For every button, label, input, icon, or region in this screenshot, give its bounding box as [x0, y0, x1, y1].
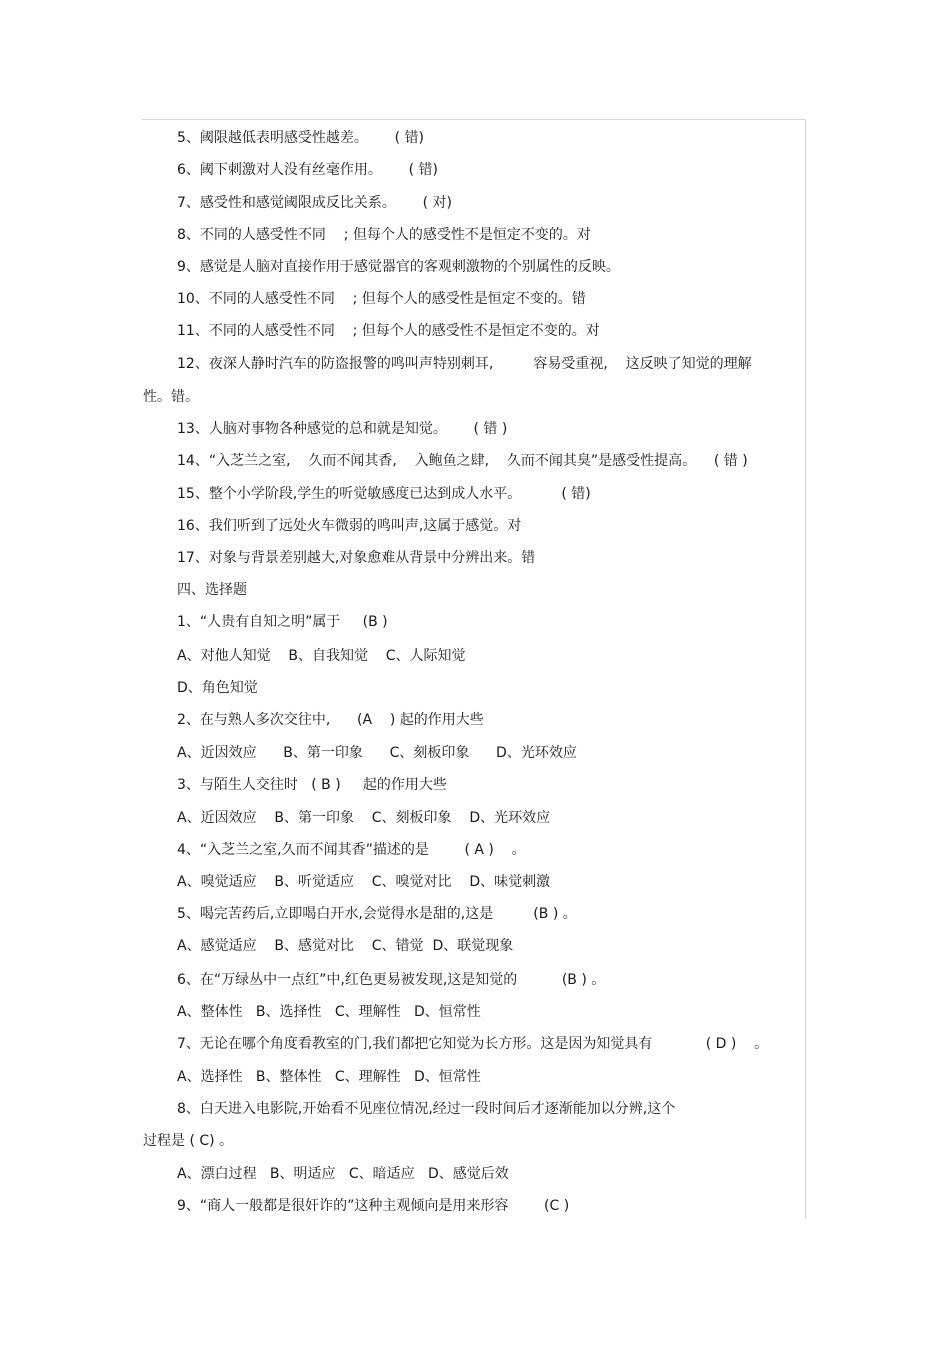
mc-options-1b: D、角色知觉 [177, 680, 258, 696]
mc-options-6: A、整体性 B、选择性 C、理解性 D、恒常性 [177, 1004, 481, 1020]
tf-item-9: 9、感觉是人脑对直接作用于感觉器官的客观刺激物的个别属性的反映。 [177, 259, 620, 275]
tf-item-16: 16、我们听到了远处火车微弱的鸣叫声,这属于感觉。对 [177, 518, 522, 534]
mc-options-1a: A、对他人知觉 B、自我知觉 C、人际知觉 [177, 648, 466, 664]
mc-options-8: A、漂白过程 B、明适应 C、暗适应 D、感觉后效 [177, 1166, 509, 1182]
mc-options-5: A、感觉适应 B、感觉对比 C、错觉 D、联觉现象 [177, 938, 514, 954]
tf-item-7: 7、感受性和感觉阈限成反比关系。 ( 对) [177, 195, 452, 211]
tf-item-10: 10、不同的人感受性不同 ; 但每个人的感受性是恒定不变的。错 [177, 291, 586, 307]
tf-item-12: 12、夜深人静时汽车的防盗报警的鸣叫声特别刺耳, 容易受重视, 这反映了知觉的理解 [177, 356, 752, 372]
tf-item-5: 5、阈限越低表明感受性越差。 ( 错) [177, 130, 424, 146]
tf-item-17: 17、对象与背景差别越大,对象愈难从背景中分辨出来。错 [177, 550, 536, 566]
tf-item-12-cont: 性。错。 [143, 389, 199, 405]
mc-question-2: 2、在与熟人多次交往中, (A ) 起的作用大些 [177, 712, 484, 728]
tf-item-11: 11、不同的人感受性不同 ; 但每个人的感受性不是恒定不变的。对 [177, 323, 600, 339]
mc-question-3: 3、与陌生人交往时 ( B ) 起的作用大些 [177, 777, 447, 793]
tf-item-8: 8、不同的人感受性不同 ; 但每个人的感受性不是恒定不变的。对 [177, 227, 591, 243]
mc-question-5: 5、喝完苦药后,立即喝白开水,会觉得水是甜的,这是 (B ) 。 [177, 906, 577, 922]
mc-question-6: 6、在“万绿丛中一点红”中,红色更易被发现,这是知觉的 (B ) 。 [177, 972, 606, 988]
mc-question-1: 1、“人贵有自知之明”属于 (B ) [177, 614, 388, 630]
mc-options-4: A、嗅觉适应 B、听觉适应 C、嗅觉对比 D、味觉刺激 [177, 874, 551, 890]
tf-item-13: 13、人脑对事物各种感觉的总和就是知觉。 ( 错 ) [177, 421, 508, 437]
section-heading-choice: 四、选择题 [177, 582, 247, 598]
mc-options-7: A、选择性 B、整体性 C、理解性 D、恒常性 [177, 1069, 481, 1085]
mc-question-8: 8、白天进入电影院,开始看不见座位情况,经过一段时间后才逐渐能加以分辨,这个 [177, 1101, 676, 1117]
mc-question-7: 7、无论在哪个角度看教室的门,我们都把它知觉为长方形。这是因为知觉具有 ( D ) 。 [177, 1036, 769, 1052]
tf-item-15: 15、整个小学阶段,学生的听觉敏感度已达到成人水平。 ( 错) [177, 486, 591, 502]
mc-question-4: 4、“入芝兰之室,久而不闻其香”描述的是 ( A ) 。 [177, 842, 526, 858]
mc-question-8-cont: 过程是 ( C) 。 [143, 1133, 234, 1149]
mc-options-3: A、近因效应 B、第一印象 C、刻板印象 D、光环效应 [177, 810, 551, 826]
tf-item-14: 14、“入芝兰之室, 久而不闻其香, 入鲍鱼之肆, 久而不闻其臭”是感受性提高。 ( 错 ) [177, 453, 748, 469]
mc-question-9: 9、“商人一般都是很奸诈的”这种主观倾向是用来形容 (C ) [177, 1198, 570, 1214]
mc-options-2: A、近因效应 B、第一印象 C、刻板印象 D、光环效应 [177, 745, 577, 761]
tf-item-6: 6、阈下刺激对人没有丝毫作用。 ( 错) [177, 162, 438, 178]
